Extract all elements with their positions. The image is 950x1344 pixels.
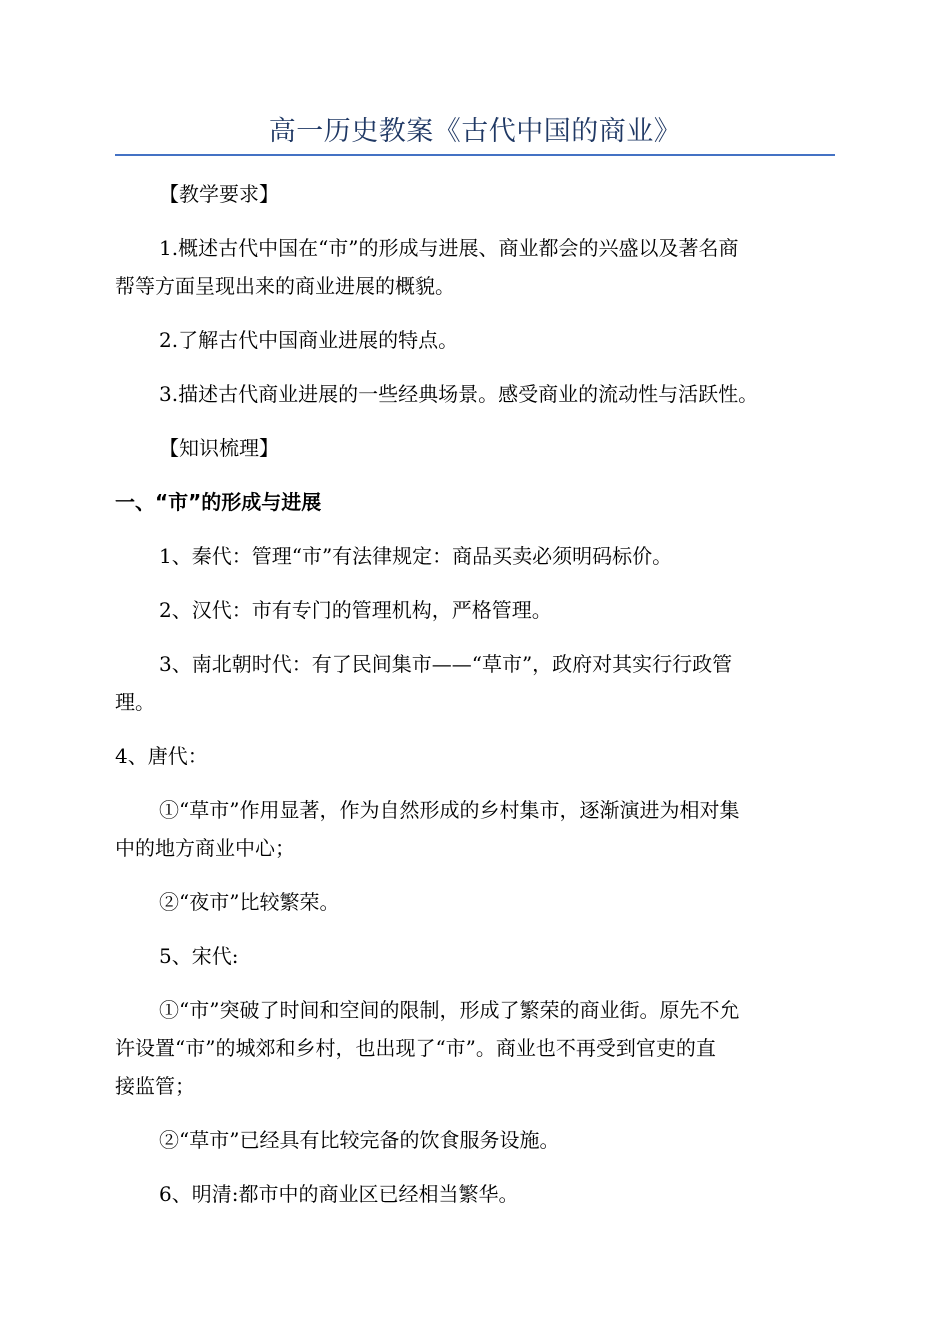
paragraph-song-point-2: ②“草市”已经具有比较完备的饮食服务设施。 xyxy=(159,1128,560,1152)
paragraph-requirement-2: 2.了解古代中国商业进展的特点。 xyxy=(159,328,459,352)
paragraph-southern-northern-line-2: 理。 xyxy=(115,690,155,714)
paragraph-han-dynasty: 2、汉代：市有专门的管理机构，严格管理。 xyxy=(159,598,552,622)
paragraph-requirement-1-line-2: 帮等方面呈现出来的商业进展的概貌。 xyxy=(115,274,455,298)
paragraph-requirement-1-line-1: 1.概述古代中国在“市”的形成与进展、商业都会的兴盛以及著名商 xyxy=(159,236,739,260)
paragraph-tang-point-1-line-1: ①“草市”作用显著，作为自然形成的乡村集市，逐渐演进为相对集 xyxy=(159,798,740,822)
paragraph-tang-point-1-line-2: 中的地方商业中心； xyxy=(115,836,295,860)
paragraph-tang-point-2: ②“夜市”比较繁荣。 xyxy=(159,890,340,914)
paragraph-southern-northern-line-1: 3、南北朝时代：有了民间集市——“草市”，政府对其实行行政管 xyxy=(159,652,733,676)
paragraph-song-point-1-line-3: 接监管； xyxy=(115,1074,195,1098)
paragraph-song-dynasty: 5、宋代: xyxy=(159,944,239,968)
title-underline xyxy=(115,154,835,156)
section-label-teaching-requirements: 【教学要求】 xyxy=(159,182,279,206)
heading-market-formation: 一、“市”的形成与进展 xyxy=(115,490,322,514)
paragraph-requirement-3: 3.描述古代商业进展的一些经典场景。感受商业的流动性与活跃性。 xyxy=(159,382,759,406)
document-title: 高一历史教案《古代中国的商业》 xyxy=(268,116,682,147)
paragraph-qin-dynasty: 1、秦代：管理“市”有法律规定：商品买卖必须明码标价。 xyxy=(159,544,673,568)
paragraph-song-point-1-line-1: ①“市”突破了时间和空间的限制，形成了繁荣的商业街。原先不允 xyxy=(159,998,740,1022)
paragraph-tang-dynasty: 4、唐代： xyxy=(115,744,208,768)
paragraph-song-point-1-line-2: 许设置“市”的城郊和乡村，也出现了“市”。商业也不再受到官吏的直 xyxy=(115,1036,716,1060)
section-label-knowledge-review: 【知识梳理】 xyxy=(159,436,279,460)
paragraph-ming-qing: 6、明清:都市中的商业区已经相当繁华。 xyxy=(159,1182,519,1206)
